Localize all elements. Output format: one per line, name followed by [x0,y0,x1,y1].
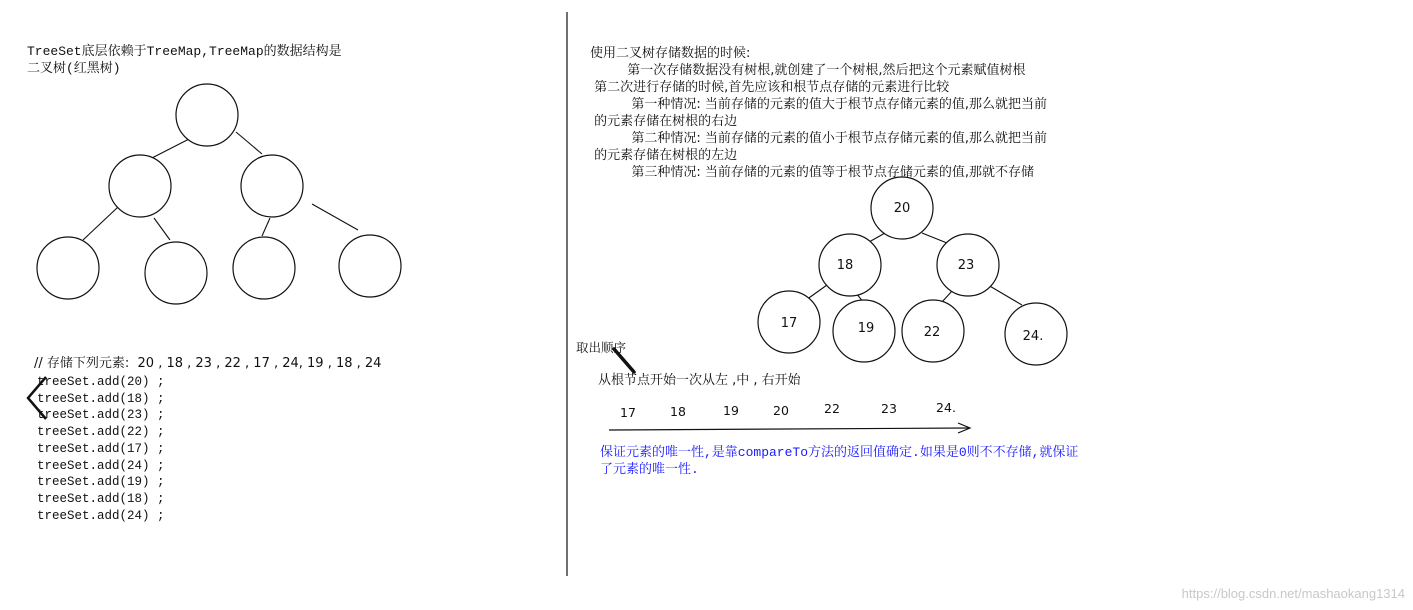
empty-node [339,235,401,297]
empty-node [241,155,303,217]
numbered-binary-tree [758,177,1067,365]
empty-node [176,84,238,146]
explanation-line: 第一种情况: 当前存储的元素的值大于根节点存储元素的值,那么就把当前 [590,97,1047,112]
node-label: 18 [836,258,854,273]
empty-binary-tree [37,84,401,304]
tree-edge [154,218,170,240]
empty-node [145,242,207,304]
tree-edge [262,218,270,236]
uniqueness-line-2: 了元素的唯一性. [600,462,699,477]
tree-edge [312,204,358,230]
empty-node [37,237,99,299]
explanation-line: 的元素存储在树根的右边 [590,114,738,129]
intro-line-2: 二叉树(红黑树) [27,61,121,76]
explanation-line: 第二种情况: 当前存储的元素的值小于根节点存储元素的值,那么就把当前 [590,131,1047,146]
empty-node [109,155,171,217]
code-line: treeSet.add(22) ; [37,425,165,440]
code-line: treeSet.add(18) ; [37,491,165,506]
code-line: treeSet.add(20) ; [37,375,165,389]
node-label: 23 [957,258,975,273]
sequence-value: 18 [670,404,686,419]
code-line: treeSet.add(24) ; [37,458,165,473]
uniqueness-line-1: 保证元素的唯一性,是靠compareTo方法的返回值确定.如果是0则不不存储,就保证 [600,445,1079,460]
watermark: https://blog.csdn.net/mashaokang1314 [1181,586,1405,601]
traverse-note: 从根节点开始一次从左 ,中 , 右开始 [598,373,801,388]
node-label: 24. [1022,329,1044,344]
tree-edge [988,285,1022,305]
explanation-line: 第二次进行存储的时候,首先应该和根节点存储的元素进行比较 [590,80,950,95]
node-label: 17 [780,316,798,331]
code-line: treeSet.add(19) ; [37,475,165,490]
sequence-value: 23 [881,401,897,416]
sequence-value: 22 [824,401,840,416]
node-label: 22 [923,325,941,340]
arrow-right-icon [609,423,970,433]
code-block [37,374,165,524]
explanation-line: 第一次存储数据没有树根,就创建了一个树根,然后把这个元素赋值树根 [590,63,1026,78]
explanation-line: 使用二叉树存储数据的时候: [590,46,751,61]
tree-edge [236,132,262,154]
code-line: treeSet.add(24) ; [37,508,165,523]
explanation-line: 的元素存储在树根的左边 [590,148,738,163]
empty-node [233,237,295,299]
node-label: 20 [893,201,911,216]
explanation-line: 第三种情况: 当前存储的元素的值等于根节点存储元素的值,那就不存储 [590,165,1034,180]
tree-edge [942,291,952,302]
sequence-value: 24. [936,400,956,415]
sorted-sequence [620,400,956,420]
tree-edge [148,137,193,160]
sequence-value: 20 [773,403,789,418]
tree-edge [83,207,118,240]
node-label: 19 [857,321,875,336]
store-comment: // 存储下列元素: 20 , 18 , 23 , 22 , 17 , 24, 19 , 18 , 24 [34,356,382,371]
code-line: treeSet.add(18) ; [37,391,165,406]
code-line: treeSet.add(23) ; [37,408,165,423]
take-order-label: 取出顺序 [576,340,627,355]
code-line: treeSet.add(17) ; [37,441,165,456]
sequence-value: 17 [620,405,636,420]
intro-line-1: TreeSet底层依赖于TreeMap,TreeMap的数据结构是 [27,44,342,59]
explanation-block [590,45,1047,181]
sequence-value: 19 [723,403,739,418]
